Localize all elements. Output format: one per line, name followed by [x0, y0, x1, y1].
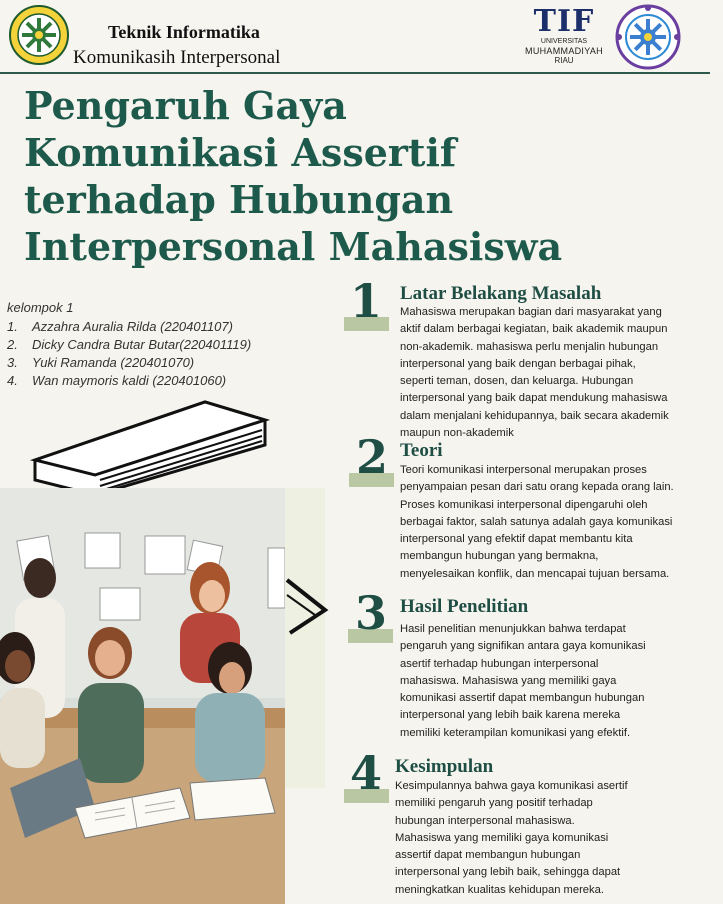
section-line: hubungan interpersonal mahasiswa.: [395, 814, 575, 827]
member-item: [7, 337, 251, 352]
tif-logo-mark: TIF: [533, 4, 595, 39]
header-subtitle: Komunikasih Interpersonal: [73, 47, 281, 68]
section-body: [400, 304, 715, 442]
member-number: 2.: [7, 337, 18, 352]
main-title: [24, 82, 644, 270]
section-title: Kesimpulan: [395, 756, 494, 777]
main-title-line-1: Pengaruh Gaya: [24, 83, 347, 128]
section-line: maupun non-akademik: [400, 427, 514, 440]
section-line: interpersonal yang lebih baik, sehingga dapat: [395, 866, 621, 879]
section-line: memiliki pengaruh yang positif terhadap: [395, 797, 593, 810]
header-title: Teknik Informatika: [108, 22, 260, 42]
tif-logo-line2: MUHAMMADIYAH: [525, 46, 603, 56]
section-line: mahasiswa. Mahasiswa yang memiliki gaya: [400, 674, 617, 687]
section-line: komunikasi assertif dapat membangun hubungan: [400, 692, 645, 705]
member-number: 3.: [7, 355, 18, 370]
tif-logo-line1: UNIVERSITAS: [540, 38, 588, 45]
main-title-line-4: Interpersonal Mahasiswa: [24, 224, 563, 269]
background-panel: [285, 488, 325, 788]
section-line: Teori komunikasi interpersonal merupakan proses: [400, 464, 647, 476]
section-line: assertif dapat membangun hubungan: [395, 849, 581, 862]
section-line: seperti teman, dosen, dan keluarga. Hubungan: [400, 375, 634, 388]
section-line: Mahasiswa yang memiliki gaya komunikasi: [395, 831, 609, 844]
section-line: Kesimpulannya bahwa gaya komunikasi asertif: [395, 780, 628, 792]
university-logo-left: [8, 4, 70, 66]
tif-logo-line3: RIAU: [554, 56, 574, 65]
main-title-line-2: Komunikasi Assertif: [24, 130, 457, 175]
section-line: non-akademik. mahasiswa perlu menjalin hubungan: [400, 340, 659, 353]
member-number: 1.: [7, 319, 18, 334]
section-title: Hasil Penelitian: [400, 596, 529, 617]
section-number: 1: [350, 274, 383, 328]
section-line: Mahasiswa merupakan bagian dari masyarakat yang: [400, 306, 662, 318]
section-line: Hasil penelitian menunjukkan bahwa terdapat: [400, 623, 626, 635]
book-illustration: [30, 400, 270, 495]
section-body: [395, 778, 710, 899]
section-number: 2: [356, 430, 389, 484]
section-line: pengaruh yang signifikan antara gaya komunikasi: [400, 640, 646, 653]
section-line: berbagai faktor, salah satunya adalah gaya komunikasi: [400, 515, 673, 528]
book-corner-decoration: [285, 575, 330, 635]
group-label: kelompok 1: [7, 300, 74, 315]
section-title: Latar Belakang Masalah: [400, 283, 602, 304]
member-number: 4.: [7, 373, 18, 388]
section-line: Proses komunikasi interpersonal dipengaruhi oleh: [400, 498, 648, 511]
section-line: membangun hubungan yang bermakna,: [400, 550, 599, 563]
member-item: [7, 373, 226, 388]
section-line: menyelesaikan konflik, dan mencapai tujuan bersama.: [400, 567, 670, 580]
section-line: interpersonal yang efektif dapat membantu kita: [400, 533, 633, 546]
section-line: interpersonal yang lebih baik karena mereka: [400, 709, 621, 722]
section-line: asertif terhadap hubungan interpersonal: [400, 657, 599, 670]
section-number: 4: [350, 746, 383, 800]
section-body: [400, 462, 720, 583]
section-line: interpersonal yang baik dapat mendukung mahasiswa: [400, 392, 668, 405]
header-divider: [0, 72, 710, 74]
section-line: memiliki keterampilan komunikasi yang efektif.: [400, 726, 631, 739]
section-title: Teori: [400, 440, 443, 461]
member-name: Yuki Ramanda (220401070): [32, 355, 195, 370]
member-name: Azzahra Auralia Rilda (220401107): [32, 319, 233, 334]
section-line: aktif dalam berbagai kegiatan, baik akademik maupun: [400, 323, 668, 336]
section-body: [400, 621, 715, 742]
section-line: meningkatkan kualitas kehidupan mereka.: [395, 883, 604, 896]
students-illustration: [0, 488, 285, 904]
organization-logo-right: [615, 4, 681, 70]
member-name: Wan maymoris kaldi (220401060): [32, 373, 227, 388]
section-line: penyampaian pesan dari satu orang kepada orang lain.: [400, 481, 674, 494]
section-line: interpersonal yang baik dengan berbagai pihak,: [400, 357, 636, 370]
member-item: [7, 319, 233, 334]
section-line: dalam menjalani kehidupannya, baik secara akademik: [400, 409, 669, 422]
section-number: 3: [355, 586, 388, 640]
member-item: [7, 355, 194, 370]
member-name: Dicky Candra Butar Butar(220401119): [32, 337, 252, 352]
tif-logo: [521, 6, 607, 68]
main-title-line-3: terhadap Hubungan: [24, 177, 454, 222]
